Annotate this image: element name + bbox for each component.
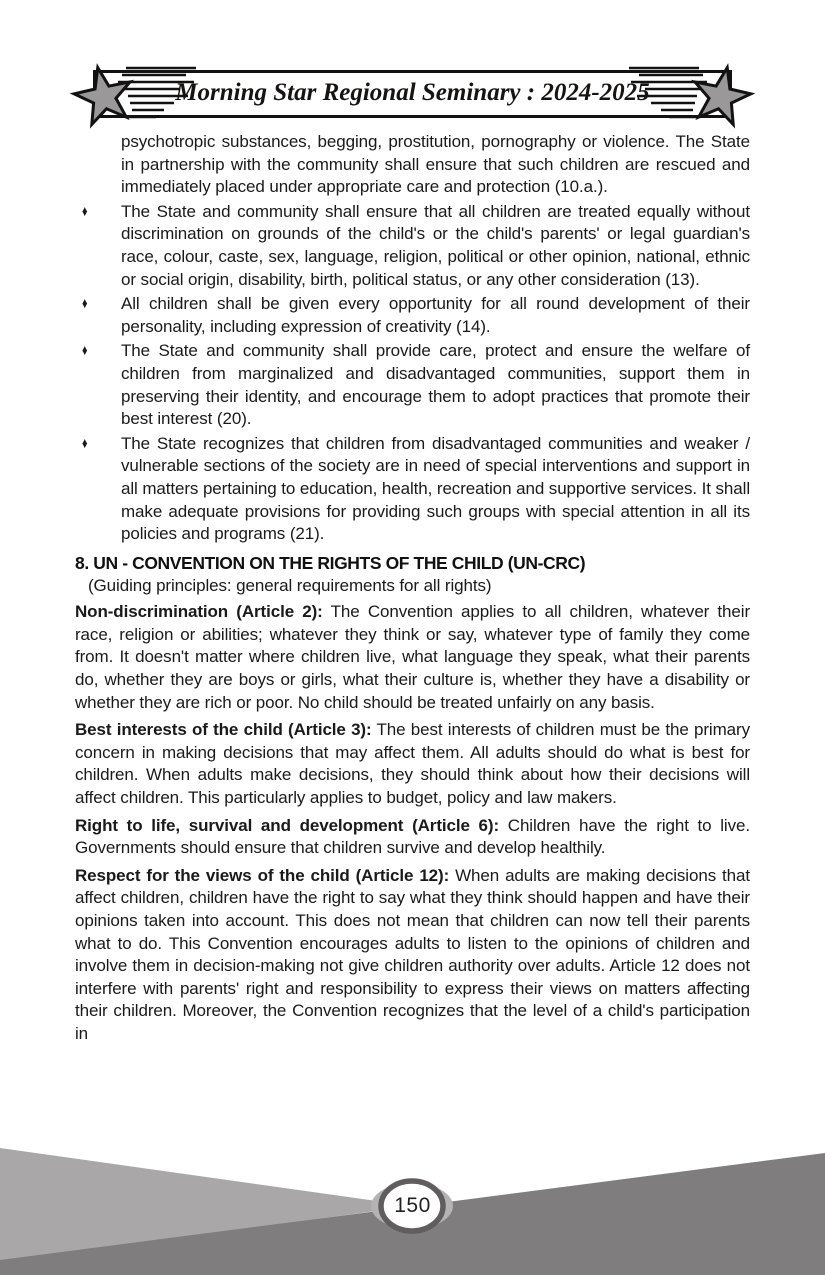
speed-lines (629, 68, 707, 117)
speed-lines (118, 68, 196, 117)
header-title: Morning Star Regional Seminary : 2024-2025 (175, 79, 650, 106)
section-subheading: (Guiding principles: general requirements for all rights) (88, 575, 492, 595)
continuation-text: psychotropic substances, begging, prostitution, pornography or violence. The State in partnership with the community shall ensure that such children are rescued and immediately placed under appropriate care and protection (10.a.). (121, 132, 750, 197)
paragraph-lead: Right to life, survival and development (Article 6): (75, 815, 500, 835)
bullet-item (75, 433, 750, 546)
continuation-paragraph (75, 131, 750, 199)
paragraph-article-12 (75, 865, 750, 1046)
page-body (75, 131, 750, 1051)
section-heading: 8. UN - CONVENTION ON THE RIGHTS OF THE CHILD (UN-CRC) (75, 552, 586, 573)
paragraph-text: When adults are making decisions that affect children, children have the right to say what they think should happen and have their opinions taken into account. This does not mean that children can now tell their parents what to do. This Convention encourages adults to listen to the opinions of children and involve them in decision-making not give children authority over adults. Article 12 does not interfere with parents' right and responsibility to express their views on matters affecting their children. Moreover, the Convention recognizes that the level of a child's participation in (75, 865, 750, 1043)
page-number: 150 (394, 1194, 431, 1217)
paragraph-article-6 (75, 815, 750, 860)
diamond-bullet-icon: ♦ (82, 342, 88, 360)
paragraph-text: The best interests of children must be the primary concern in making decisions that may affect them. All adults should do what is best for children. When adults make decisions, they should think about how their decisions will affect children. This particularly applies to budget, policy and law makers. (75, 720, 750, 808)
star-icon (625, 60, 757, 130)
paragraph-text: Children have the right to live. Governments should ensure that children survive and develop healthily. (75, 815, 750, 858)
star-shape (70, 62, 137, 127)
paragraph-text: The Convention applies to all children, whatever their race, religion or abilities; whatever they think or say, whatever type of family they come from. It doesn't matter where children live, what language they speak, what their parents do, whether they are boys or girls, what their culture is, whether they have a disability or whether they are rich or poor. No child should be treated unfairly on any basis. (75, 602, 751, 712)
bullet-text: All children shall be given every opportunity for all round development of their personality, including expression of creativity (14). (121, 294, 750, 336)
diamond-bullet-icon: ♦ (82, 434, 88, 452)
bullet-list (75, 201, 750, 546)
paragraph-article-3 (75, 719, 750, 809)
star-icon (68, 60, 200, 130)
paragraph-lead: Non-discrimination (Article 2): (75, 602, 323, 622)
bullet-item (75, 201, 750, 291)
paragraph-lead: Respect for the views of the child (Article 12): (75, 865, 450, 885)
diamond-bullet-icon: ♦ (82, 202, 88, 220)
bullet-item (75, 293, 750, 338)
bullet-text: The State recognizes that children from disadvantaged communities and weaker / vulnerable sections of the society are in need of special interventions and support in all matters pertaining to education, health, recreation and supportive services. It shall make adequate provisions for providing such groups with special attention in all its policies and programs (21). (121, 433, 750, 544)
paragraph-lead: Best interests of the child (Article 3): (75, 720, 372, 740)
bullet-text: The State and community shall ensure that all children are treated equally without discrimination on grounds of the child's or the child's parents' or legal guardian's race, colour, caste, sex, language, religion, political or other opinion, national, ethnic or social origin, disability, birth, political status, or any other consideration (13). (121, 201, 750, 289)
paragraph-article-2 (75, 601, 750, 714)
bullet-text: The State and community shall provide care, protect and ensure the welfare of children from marginalized and disadvantaged communities, support them in preserving their identity, and encourage them to adopt practices that promote their best interest (20). (121, 341, 750, 429)
star-shape (688, 62, 755, 127)
diamond-bullet-icon: ♦ (82, 295, 88, 313)
bullet-item (75, 340, 750, 430)
